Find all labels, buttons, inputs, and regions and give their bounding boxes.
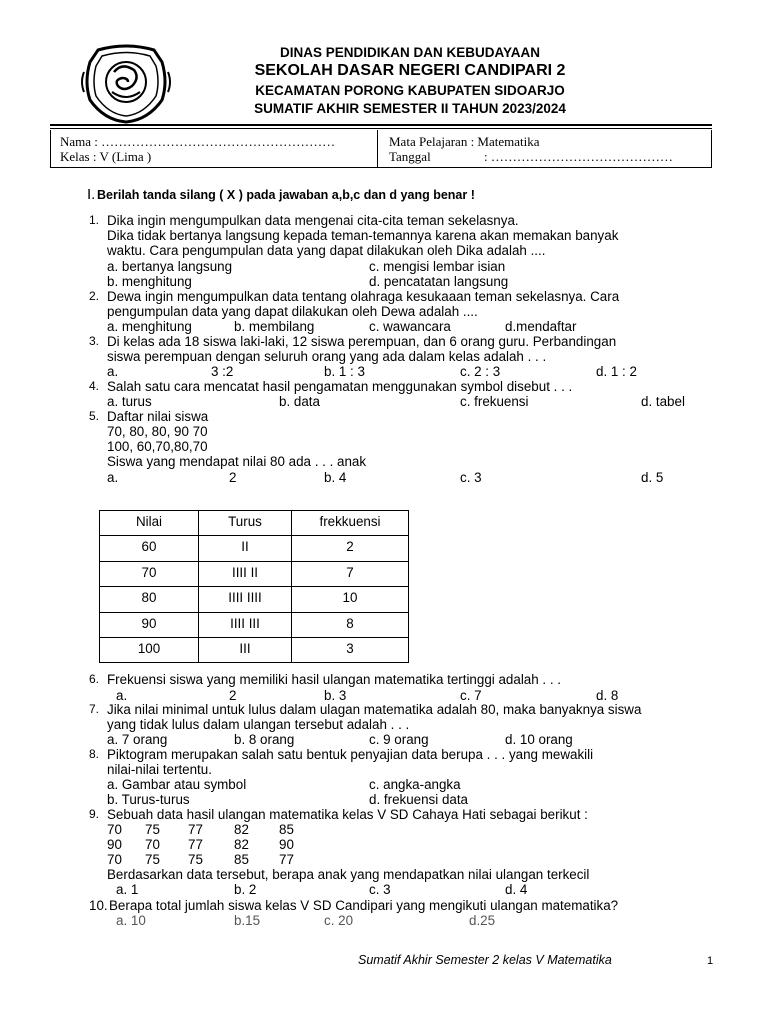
q9-score-cell: 82 xyxy=(234,822,249,837)
q3-text-line1: Di kelas ada 18 siswa laki-laki, 12 siswa perempuan, dan 6 orang guru. Perbandingan xyxy=(107,334,617,349)
q9-score-cell: 90 xyxy=(279,837,294,852)
q8-option-a: a. Gambar atau symbol xyxy=(107,777,247,792)
q9-score-cell: 90 xyxy=(107,837,122,852)
q9-option-c: c. 3 xyxy=(369,882,391,897)
q1-text-line1: Dika ingin mengumpulkan data mengenai cita-cita teman sekelasnya. xyxy=(107,213,519,228)
q8-text-line2: nilai-nilai tertentu. xyxy=(107,762,212,777)
q1-option-d: d. pencatatan langsung xyxy=(369,274,509,289)
footer-title: Sumatif Akhir Semester 2 kelas V Matematika xyxy=(358,953,612,967)
table-row xyxy=(100,561,409,586)
q3-option-a-value: 3 :2 xyxy=(211,364,234,379)
q7-option-a: a. 7 orang xyxy=(107,732,168,747)
table-cell: 2 xyxy=(292,536,409,561)
table-cell: 7 xyxy=(292,561,409,586)
q5-option-c: c. 3 xyxy=(460,470,482,485)
q7-text-line1: Jika nilai minimal untuk lulus dalam ulagan matematika adalah 80, maka banyaknya siswa xyxy=(107,702,642,717)
table-cell: 90 xyxy=(100,612,199,637)
q3-text-line2: siswa perempuan dengan seluruh orang yang ada dalam kelas adalah . . . xyxy=(107,349,547,364)
date-value: : …………………………………… xyxy=(484,149,673,164)
q6-option-b: b. 3 xyxy=(324,688,347,703)
q9-option-b: b. 2 xyxy=(234,882,257,897)
q9-option-a: a. 1 xyxy=(116,882,139,897)
q10-text-line1: Berapa total jumlah siswa kelas V SD Candipari yang mengikuti ulangan matematika? xyxy=(109,898,619,913)
header-divider-thick xyxy=(50,124,712,126)
table-header-cell: frekkuensi xyxy=(292,511,409,536)
q9-score-cell: 70 xyxy=(145,837,160,852)
q1-option-c: c. mengisi lembar isian xyxy=(369,259,506,274)
date-label: Tanggal xyxy=(389,149,431,164)
table-cell: IIII IIII xyxy=(199,587,292,612)
q1-text-line3: waktu. Cara pengumpulan data yang dapat dilakukan oleh Dika adalah .... xyxy=(107,243,546,258)
q9-score-cell: 77 xyxy=(279,852,294,867)
q2-option-c: c. wawancara xyxy=(369,319,451,334)
q5-number: 5. xyxy=(89,409,100,423)
section-roman-numeral: I. xyxy=(87,186,96,203)
q4-option-d: d. tabel xyxy=(641,394,685,409)
q9-score-cell: 85 xyxy=(279,822,294,837)
q3-option-a-letter: a. xyxy=(107,364,119,379)
q2-option-b: b. membilang xyxy=(234,319,315,334)
table-header-cell: Turus xyxy=(199,511,292,536)
q5-text-line3: 100, 60,70,80,70 xyxy=(107,439,208,454)
table-cell: 100 xyxy=(100,637,199,662)
header-agency: DINAS PENDIDIKAN DAN KEBUDAYAAN xyxy=(279,45,541,60)
q1-text-line2: Dika tidak bertanya langsung kepada teman-temannya karena akan memakan banyak xyxy=(107,228,619,243)
student-class-field: Kelas : V (Lima ) xyxy=(60,149,152,164)
q4-option-a: a. turus xyxy=(107,394,152,409)
table-cell: 70 xyxy=(100,561,199,586)
q7-option-d: d. 10 orang xyxy=(505,732,573,747)
q4-text-line1: Salah satu cara mencatat hasil pengamatan menggunakan symbol disebut . . . xyxy=(107,379,573,394)
q3-number: 3. xyxy=(89,334,100,348)
table-cell: 60 xyxy=(100,536,199,561)
table-cell: 10 xyxy=(292,587,409,612)
q4-option-b: b. data xyxy=(279,394,320,409)
q8-option-c: c. angka-angka xyxy=(369,777,461,792)
q10-option-b: b.15 xyxy=(234,913,261,928)
table-cell: 3 xyxy=(292,637,409,662)
q9-number: 9. xyxy=(89,807,100,821)
table-row xyxy=(100,587,409,612)
table-header-row xyxy=(100,511,409,536)
q3-option-d: d. 1 : 2 xyxy=(596,364,637,379)
q9-option-d: d. 4 xyxy=(505,882,528,897)
subject-field: Mata Pelajaran : Matematika xyxy=(389,134,540,149)
table-cell: III xyxy=(199,637,292,662)
table-cell: IIII III xyxy=(199,612,292,637)
frequency-table xyxy=(99,510,409,663)
q5-option-a-value: 2 xyxy=(229,470,237,485)
q1-option-b: b. menghitung xyxy=(107,274,192,289)
info-box-divider xyxy=(377,130,378,168)
q4-option-c: c. frekuensi xyxy=(460,394,529,409)
q5-option-a-letter: a. xyxy=(107,470,119,485)
table-cell: 80 xyxy=(100,587,199,612)
section-instruction: Berilah tanda silang ( X ) pada jawaban a,b,c dan d yang benar ! xyxy=(97,188,475,202)
school-emblem-logo xyxy=(78,42,174,124)
q9-score-cell: 70 xyxy=(107,822,122,837)
q6-option-d: d. 8 xyxy=(596,688,619,703)
header-district: KECAMATAN PORONG KABUPATEN SIDOARJO xyxy=(255,83,565,98)
q8-option-b: b. Turus-turus xyxy=(107,792,190,807)
q1-option-a: a. bertanya langsung xyxy=(107,259,233,274)
q2-text-line1: Dewa ingin mengumpulkan data tentang olahraga kesukaaan teman sekelasnya. Cara xyxy=(107,289,620,304)
q9-score-cell: 77 xyxy=(188,837,203,852)
q9-score-cell: 75 xyxy=(188,852,203,867)
header-school-name: SEKOLAH DASAR NEGERI CANDIPARI 2 xyxy=(254,62,566,79)
table-row xyxy=(100,612,409,637)
header-divider-thin xyxy=(50,128,712,129)
q9-text-line2: Berdasarkan data tersebut, berapa anak yang mendapatkan nilai ulangan terkecil xyxy=(107,867,590,882)
table-header-cell: Nilai xyxy=(100,511,199,536)
q8-option-d: d. frekuensi data xyxy=(369,792,469,807)
q3-option-c: c. 2 : 3 xyxy=(460,364,501,379)
q5-text-line4: Siswa yang mendapat nilai 80 ada . . . anak xyxy=(107,454,367,469)
q5-text-line2: 70, 80, 80, 90 70 xyxy=(107,424,208,439)
q8-text-line1: Piktogram merupakan salah satu bentuk penyajian data berupa . . . yang mewakili xyxy=(107,747,594,762)
q2-option-d: d.mendaftar xyxy=(505,319,577,334)
q4-number: 4. xyxy=(89,379,100,393)
table-row xyxy=(100,536,409,561)
q6-number: 6. xyxy=(89,672,100,686)
q9-score-cell: 70 xyxy=(107,852,122,867)
table-cell: 8 xyxy=(292,612,409,637)
table-row xyxy=(100,637,409,662)
q2-option-a: a. menghitung xyxy=(107,319,192,334)
table-cell: II xyxy=(199,536,292,561)
q6-option-a-letter: a. xyxy=(116,688,128,703)
q9-text-line1: Sebuah data hasil ulangan matematika kelas V SD Cahaya Hati sebagai berikut : xyxy=(107,807,588,822)
q10-number: 10. xyxy=(89,898,108,913)
q9-score-cell: 85 xyxy=(234,852,249,867)
q2-number: 2. xyxy=(89,289,100,303)
q10-option-d: d.25 xyxy=(469,913,496,928)
q7-option-b: b. 8 orang xyxy=(234,732,295,747)
q9-score-cell: 75 xyxy=(145,852,160,867)
q7-text-line2: yang tidak lulus dalam ulangan tersebut adalah . . . xyxy=(107,717,410,732)
q9-score-cell: 77 xyxy=(188,822,203,837)
q3-option-b: b. 1 : 3 xyxy=(324,364,365,379)
q1-number: 1. xyxy=(89,213,100,227)
q9-score-cell: 82 xyxy=(234,837,249,852)
q6-text-line1: Frekuensi siswa yang memiliki hasil ulangan matematika tertinggi adalah . . . xyxy=(107,672,562,687)
q7-option-c: c. 9 orang xyxy=(369,732,429,747)
q5-text-line1: Daftar nilai siswa xyxy=(107,409,209,424)
q9-score-cell: 75 xyxy=(145,822,160,837)
table-cell: IIII II xyxy=(199,561,292,586)
header-exam-title: SUMATIF AKHIR SEMESTER II TAHUN 2023/2024 xyxy=(254,101,566,116)
q10-option-a: a. 10 xyxy=(116,913,146,928)
q6-option-c: c. 7 xyxy=(460,688,482,703)
q6-option-a-value: 2 xyxy=(229,688,237,703)
q2-text-line2: pengumpulan data yang dapat dilakukan oleh Dewa adalah .... xyxy=(107,304,478,319)
q7-number: 7. xyxy=(89,702,100,716)
q10-option-c: c. 20 xyxy=(324,913,354,928)
page-number: 1 xyxy=(707,955,714,967)
q5-option-b: b. 4 xyxy=(324,470,347,485)
q5-option-d: d. 5 xyxy=(641,470,664,485)
student-name-field: Nama : ……………………………………………… xyxy=(60,134,336,149)
q8-number: 8. xyxy=(89,747,100,761)
